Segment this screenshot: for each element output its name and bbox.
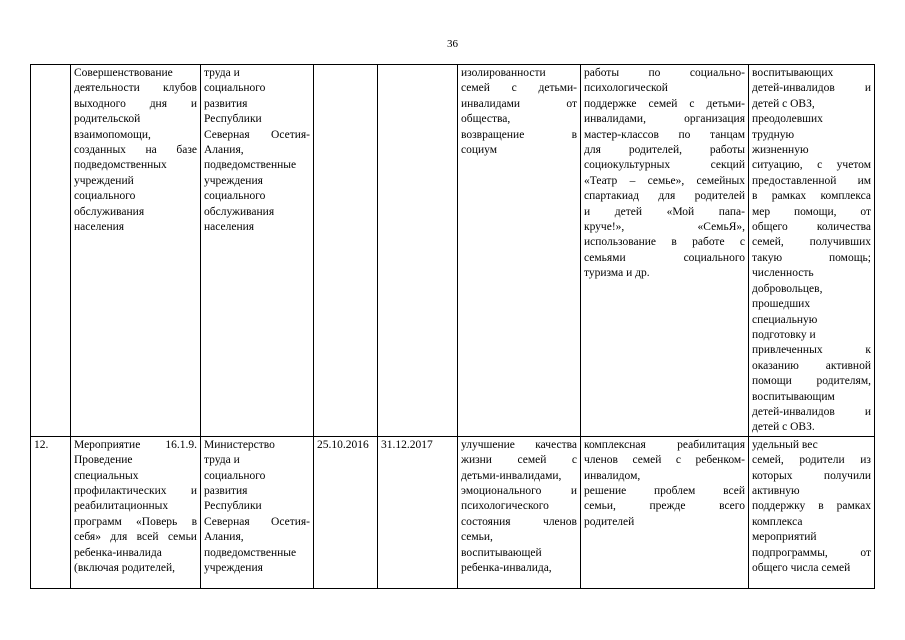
- cell-line: воспитывающих: [752, 67, 834, 79]
- cell-line: учреждений: [74, 174, 134, 187]
- cell-line: подведомственные: [204, 159, 297, 172]
- cell-line: подготовку и: [752, 328, 816, 341]
- cell-end: [378, 65, 458, 437]
- cell-line: Алания,: [204, 531, 244, 544]
- cell-line: Северная Осетия-: [204, 128, 310, 141]
- cell-line: семей, получивших: [752, 236, 871, 249]
- cell-line: решение проблем всей: [584, 484, 745, 497]
- cell-line: поддержке семей с детьми-: [584, 97, 745, 110]
- cell-line: изолированности: [461, 67, 546, 79]
- cell-line: мастер-классов по танцам: [584, 128, 745, 141]
- cell-line: детей-инвалидов и: [752, 405, 871, 418]
- cell-executor: [201, 65, 314, 437]
- cell-line: спартакиад для родителей: [584, 190, 745, 203]
- cell-line: поддержку в рамках: [752, 500, 871, 513]
- cell-line: активную: [752, 484, 800, 497]
- cell-line: Проведение: [74, 454, 133, 467]
- cell-line: комплексная реабилитация: [584, 438, 745, 451]
- cell-line: добровольцев,: [752, 282, 823, 295]
- cell-line: детей с ОВЗ.: [752, 421, 815, 434]
- cell-line: инвалидами, организация: [584, 113, 745, 126]
- cell-line: специальных: [74, 469, 139, 482]
- cell-line: преодолевших: [752, 113, 823, 126]
- cell-line: такую помощь;: [752, 251, 871, 264]
- cell-start: 25.10.2016: [314, 436, 378, 588]
- cell-line: развития: [204, 484, 248, 497]
- cell-line: детей с ОВЗ,: [752, 97, 815, 110]
- cell-line: деятельности клубов: [74, 82, 197, 95]
- cell-line: прошедших: [752, 298, 811, 311]
- cell-num: [31, 65, 71, 437]
- cell-line: улучшение качества: [461, 438, 577, 451]
- cell-line: инвалидами от: [461, 97, 577, 110]
- cell-line: созданных на базе: [74, 144, 197, 157]
- cell-line: социального: [204, 190, 266, 203]
- cell-directions: [581, 65, 749, 437]
- cell-line: для родителей, работы: [584, 144, 745, 157]
- cell-indicator: [749, 436, 875, 588]
- cell-line: которых получили: [752, 469, 871, 482]
- cell-line: себя» для всей семьи: [74, 531, 197, 544]
- table-row: [31, 65, 875, 437]
- page-number: 36: [447, 38, 458, 50]
- cell-line: социального: [204, 469, 266, 482]
- cell-line: программ «Поверь в: [74, 515, 197, 528]
- cell-line: численность: [752, 267, 814, 280]
- cell-line: семьями социального: [584, 251, 745, 264]
- cell-line: воспитывающей: [461, 546, 542, 559]
- cell-line: подведомственных: [74, 159, 167, 172]
- cell-line: общества,: [461, 113, 511, 126]
- cell-line: использование в работе с: [584, 236, 745, 249]
- cell-line: (включая родителей,: [74, 562, 175, 574]
- cell-line: социум: [461, 144, 498, 157]
- table-row: [31, 436, 875, 588]
- cell-line: детей-инвалидов и: [752, 82, 871, 95]
- cell-line: ребенка-инвалида: [74, 546, 162, 559]
- cell-line: семьи,: [461, 531, 493, 544]
- cell-line: возвращение в: [461, 128, 577, 141]
- cell-end: 31.12.2017: [378, 436, 458, 588]
- cell-line: подведомственные: [204, 546, 297, 559]
- cell-line: инвалидом,: [584, 469, 641, 482]
- cell-line: членов семей с ребенком-: [584, 454, 745, 467]
- cell-line: выходного дня и: [74, 97, 197, 110]
- cell-line: круче!», «СемьЯ»,: [584, 221, 745, 234]
- cell-line: общего количества: [752, 221, 871, 234]
- cell-start: [314, 65, 378, 437]
- cell-line: Республики: [204, 113, 262, 126]
- cell-line: в рамках комплекса: [752, 190, 871, 203]
- cell-line: работы по социально-: [584, 67, 745, 79]
- cell-line: труда и: [204, 67, 240, 79]
- cell-activity: [71, 65, 201, 437]
- cell-line: учреждения: [204, 174, 263, 187]
- cell-indicator: [749, 65, 875, 437]
- cell-result: [458, 65, 581, 437]
- cell-line: общего числа семей: [752, 562, 851, 574]
- cell-line: и детей «Мой папа-: [584, 205, 745, 218]
- cell-line: социального: [74, 190, 136, 203]
- cell-line: родительской: [74, 113, 141, 126]
- cell-line: подпрограммы, от: [752, 546, 871, 559]
- cell-line: социокультурных секций: [584, 159, 745, 172]
- cell-line: обслуживания: [74, 205, 145, 218]
- cell-line: удельный вес: [752, 438, 818, 451]
- cell-line: воспитывающим: [752, 390, 835, 403]
- cell-line: семьи, прежде всего: [584, 500, 745, 513]
- cell-line: социального: [204, 82, 266, 95]
- cell-line: предоставленной им: [752, 174, 871, 187]
- cell-num: 12.: [31, 436, 71, 588]
- cell-line: комплекса: [752, 515, 803, 528]
- cell-line: учреждения: [204, 562, 263, 574]
- cell-line: Республики: [204, 500, 262, 513]
- cell-line: реабилитационных: [74, 500, 169, 513]
- cell-line: Северная Осетия-: [204, 515, 310, 528]
- cell-activity: [71, 436, 201, 588]
- cell-line: Министерство: [204, 438, 275, 451]
- cell-line: профилактических и: [74, 484, 197, 497]
- cell-line: населения: [74, 221, 125, 234]
- cell-line: трудную: [752, 128, 795, 141]
- cell-line: мероприятий: [752, 531, 817, 544]
- cell-result: [458, 436, 581, 588]
- cell-line: привлеченных к: [752, 344, 871, 357]
- cell-line: «Театр – семье», семейных: [584, 174, 745, 187]
- cell-line: жизни семей с: [461, 454, 577, 467]
- cell-line: развития: [204, 97, 248, 110]
- cell-line: семей, родители из: [752, 454, 871, 467]
- cell-directions: [581, 436, 749, 588]
- cell-line: мер помощи, от: [752, 205, 871, 218]
- cell-line: населения: [204, 221, 255, 234]
- cell-executor: [201, 436, 314, 588]
- cell-line: взаимопомощи,: [74, 128, 151, 141]
- cell-line: психологического: [461, 500, 549, 513]
- cell-line: детьми-инвалидами,: [461, 469, 562, 482]
- cell-line: Мероприятие 16.1.9.: [74, 438, 197, 451]
- cell-line: состояния членов: [461, 515, 577, 528]
- cell-line: психологической: [584, 82, 668, 95]
- cell-line: Совершенствование: [74, 67, 173, 79]
- cell-line: ситуацию, с учетом: [752, 159, 871, 172]
- cell-line: ребенка-инвалида,: [461, 562, 552, 574]
- program-table: [30, 64, 875, 589]
- cell-line: жизненную: [752, 144, 809, 157]
- cell-line: труда и: [204, 454, 240, 467]
- cell-line: Алания,: [204, 144, 244, 157]
- cell-line: туризма и др.: [584, 267, 650, 280]
- cell-line: специальную: [752, 313, 818, 326]
- cell-line: семей с детьми-: [461, 82, 577, 95]
- cell-line: эмоционального и: [461, 484, 577, 497]
- cell-line: обслуживания: [204, 205, 275, 218]
- cell-line: оказанию активной: [752, 359, 871, 372]
- cell-line: помощи родителям,: [752, 375, 871, 388]
- cell-line: родителей: [584, 515, 635, 528]
